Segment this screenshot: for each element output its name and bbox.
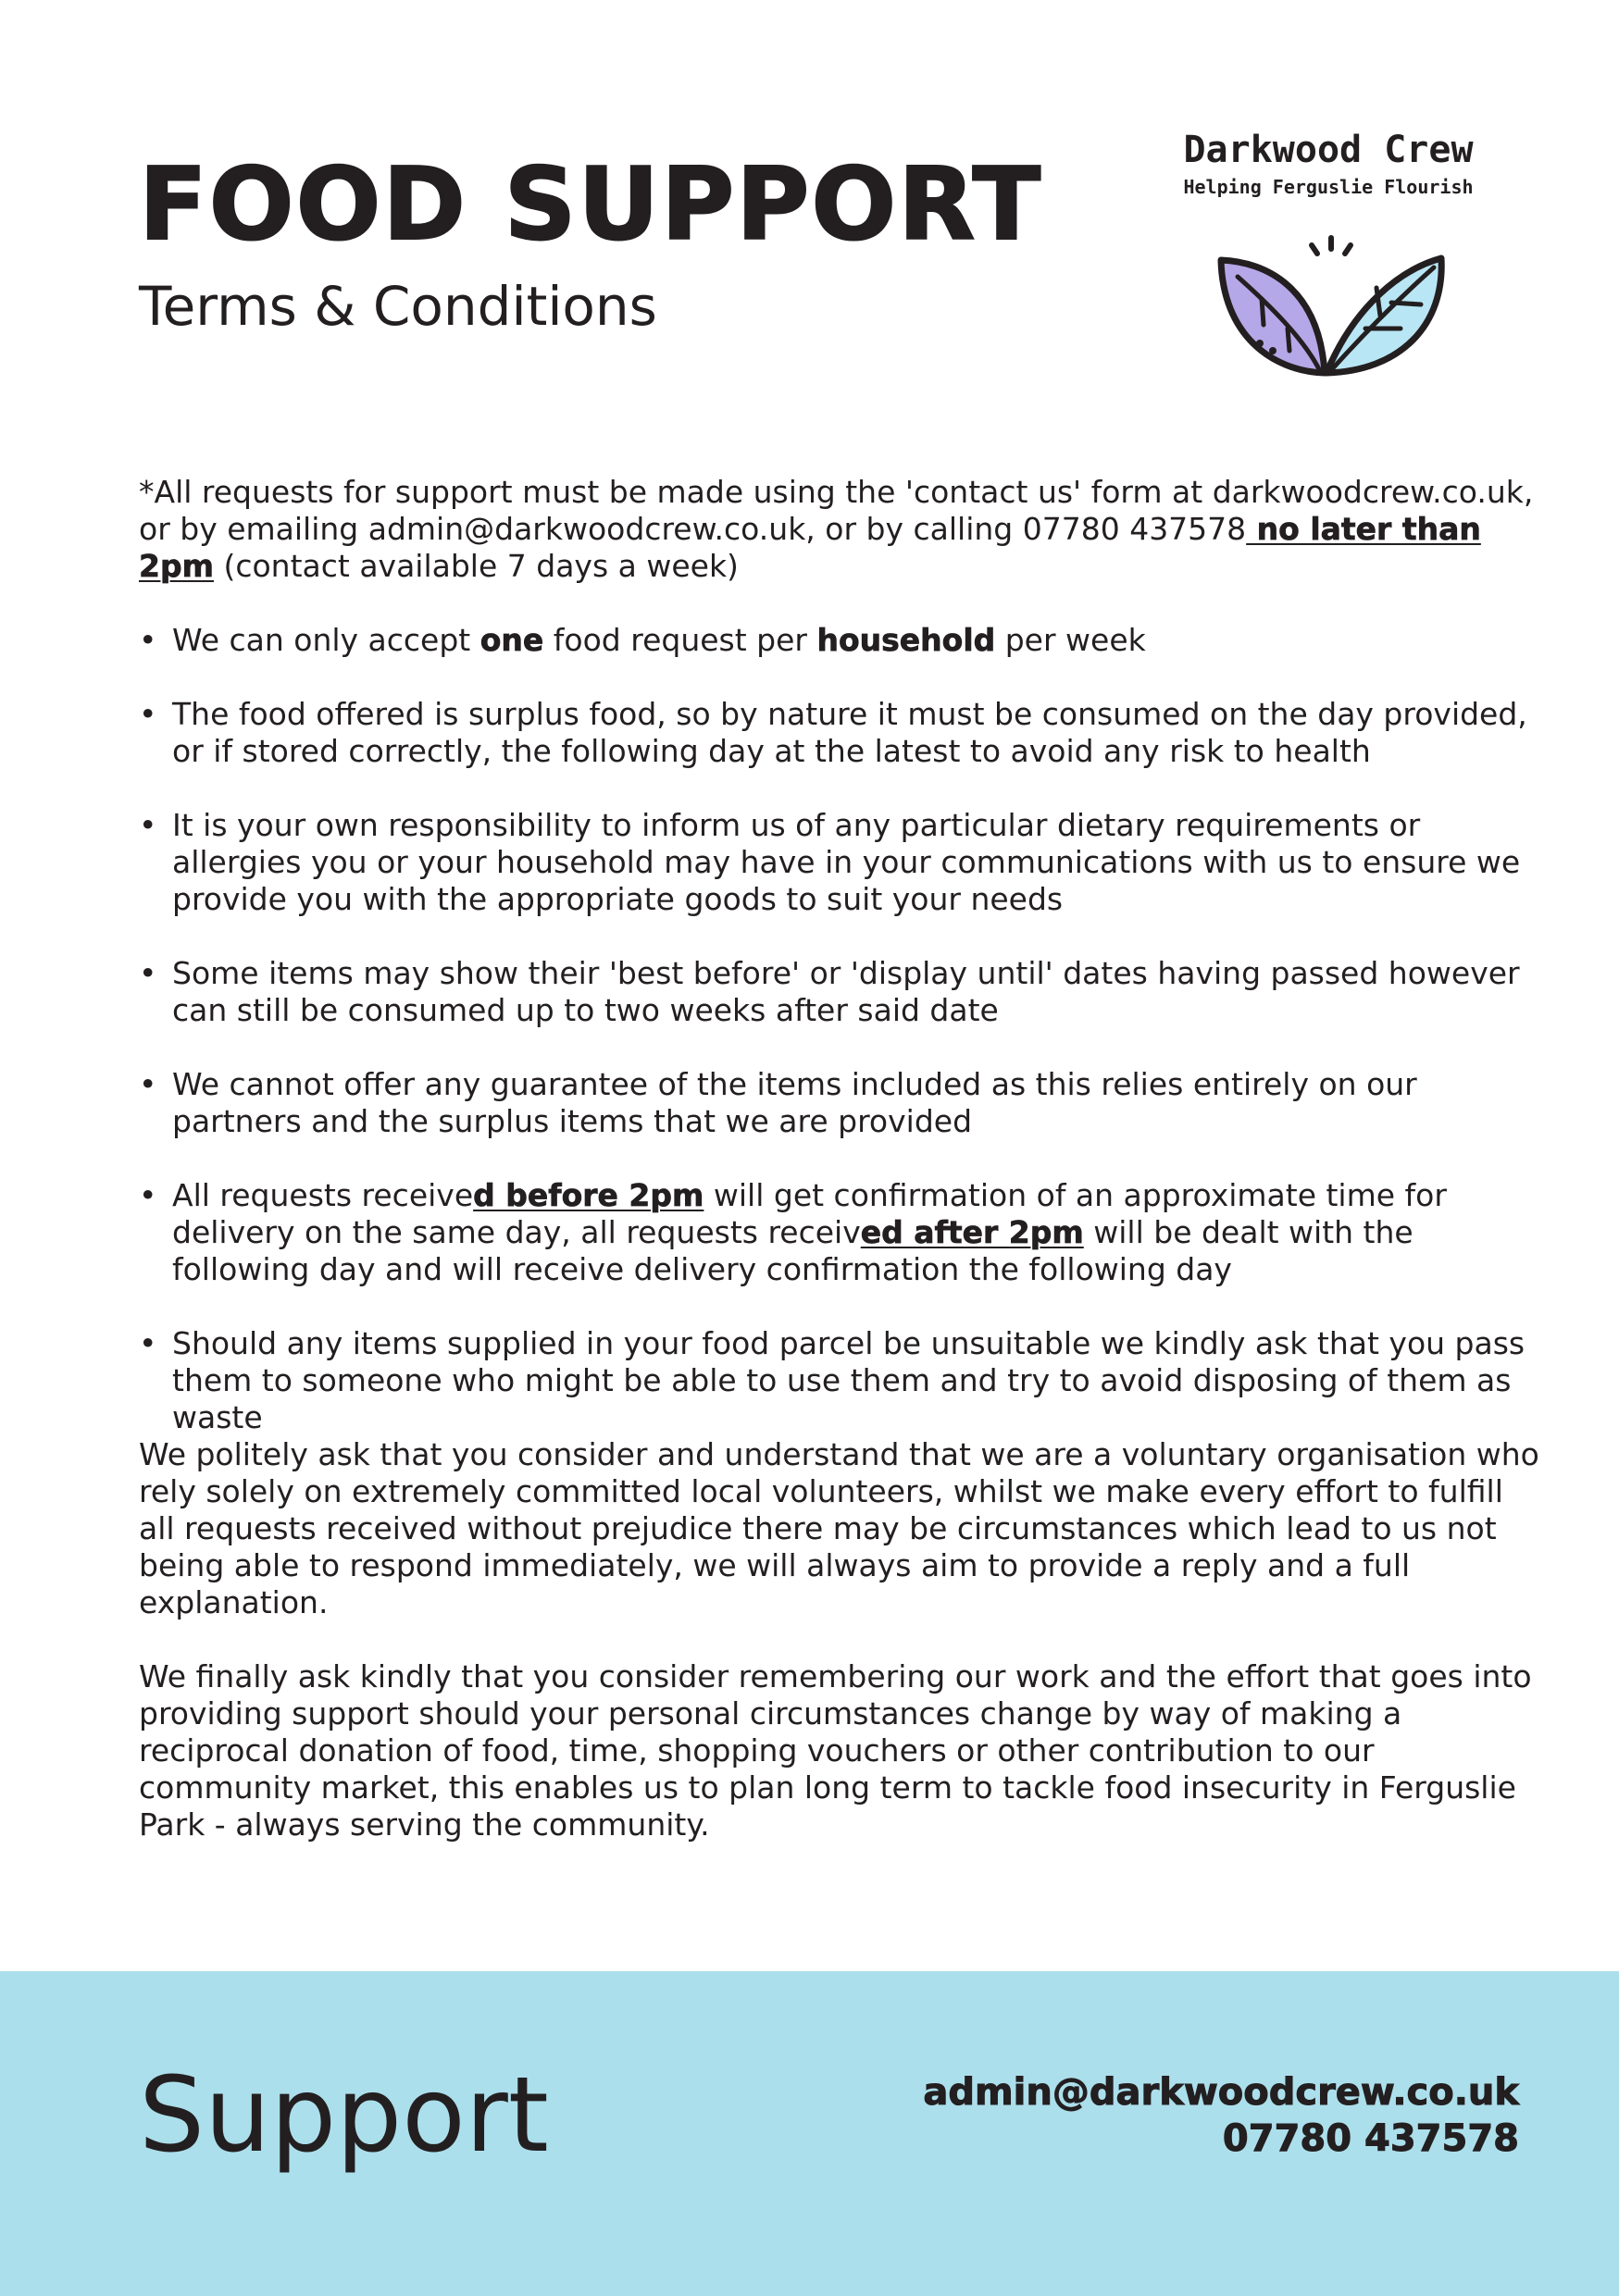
terms-body <box>139 474 1546 1843</box>
volunteer-paragraph: We politely ask that you consider and understand that we are a voluntary organisation who rely solely on extremely committed local volunteers, whilst we make every effort to fulfill all requests received without prejudice there may be circumstances which lead to us not being able to respond immediately, we will always aim to provide a reply and a full explanation. <box>139 1436 1539 1620</box>
footer-contact <box>923 2069 1519 2162</box>
text-span: food request per <box>543 622 817 658</box>
intro-text: *All requests for support must be made using the 'contact us' form at darkwoodcrew.co.uk, or by emailing admin@darkwoodcrew.co.uk, or by calling 07780 437578 <box>139 474 1534 547</box>
list-item <box>139 622 1546 659</box>
footer-email[interactable]: admin@darkwoodcrew.co.uk <box>923 2071 1519 2114</box>
emphasis-before-2pm: d before 2pm <box>473 1177 704 1213</box>
footer-heading: Support <box>139 2055 549 2176</box>
brand-name: Darkwood Crew <box>1183 129 1474 171</box>
emphasis-after-2pm: ed after 2pm <box>860 1214 1084 1250</box>
page-subtitle: Terms & Conditions <box>139 275 657 338</box>
intro-paragraph <box>139 474 1546 585</box>
list-item: • Should any items supplied in your food parcel be unsuitable we kindly ask that you pass them to someone who might be able to use them and try to avoid disposing of them as waste <box>139 1325 1546 1436</box>
terms-list <box>139 622 1546 1436</box>
footer-phone[interactable]: 07780 437578 <box>1222 2117 1519 2160</box>
deadline-highlight: no later than 2pm <box>139 511 1481 584</box>
text-span: We can only accept <box>172 622 480 658</box>
list-item: • We cannot offer any guarantee of the items included as this relies entirely on our partners and the surplus items that we are provided <box>139 1066 1546 1140</box>
text-span: All requests receive <box>172 1177 474 1213</box>
list-item: • The food offered is surplus food, so by nature it must be consumed on the day provided, or if stored correctly, the following day at the latest to avoid any risk to health <box>139 696 1546 770</box>
list-item <box>139 1177 1546 1288</box>
text-span: will be dealt with the following day and will receive delivery confirmation the following day <box>172 1214 1414 1287</box>
text-span: will get confirmation of an approximate time for delivery on the same day, all requests receiv <box>172 1177 1447 1250</box>
footer-banner <box>0 1971 1619 2296</box>
donation-paragraph: We finally ask kindly that you consider remembering our work and the effort that goes into providing support should your personal circumstances change by way of making a reciprocal donation of food, time, shopping vouchers or other contribution to our community market, this enables us to plan long term to tackle food insecurity in Ferguslie Park - always serving the community. <box>139 1658 1532 1843</box>
page-title: FOOD SUPPORT <box>139 147 1043 263</box>
list-item: • It is your own responsibility to inform us of any particular dietary requirements or allergies you or your household may have in your communications with us to ensure we provide you with the appropriate goods to suit your needs <box>139 807 1546 918</box>
emphasis-one: one <box>479 622 544 658</box>
intro-availability: (contact available 7 days a week) <box>213 548 739 584</box>
brand-tagline: Helping Ferguslie Flourish <box>1183 176 1474 198</box>
brand-block <box>1139 128 1518 198</box>
text-span: per week <box>995 622 1146 658</box>
emphasis-household: household <box>816 622 996 658</box>
leaves-logo-icon <box>1215 232 1447 382</box>
list-item: • Some items may show their 'best before' or 'display until' dates having passed however can still be consumed up to two weeks after said date <box>139 955 1546 1029</box>
